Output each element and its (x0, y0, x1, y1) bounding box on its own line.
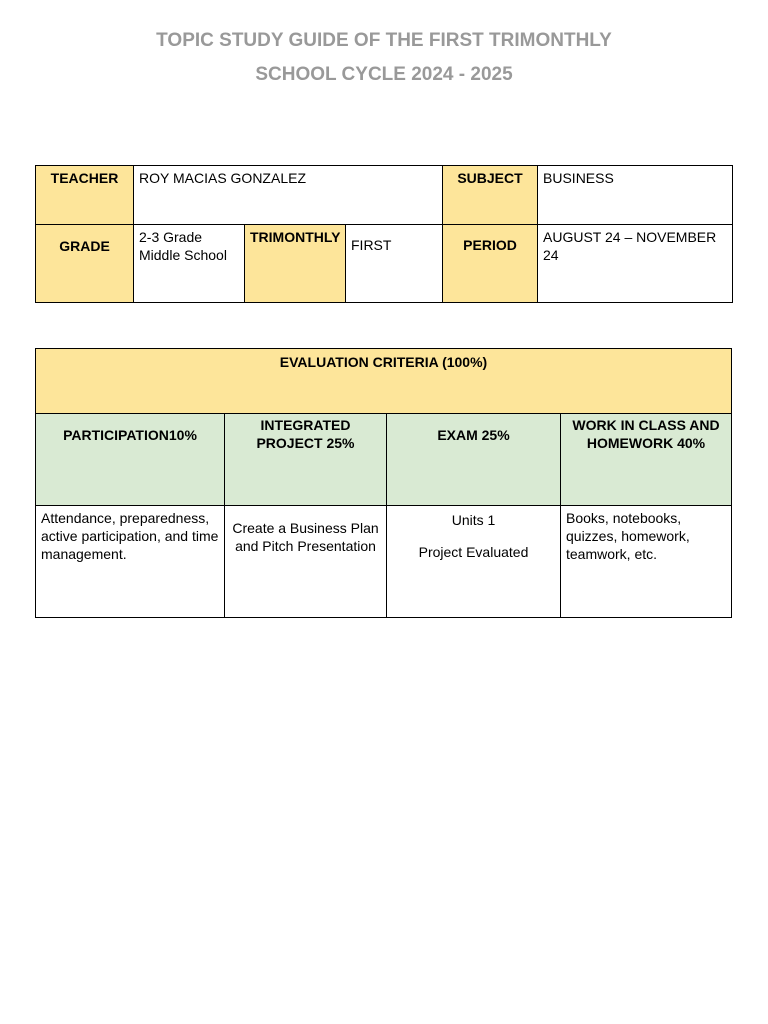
participation-header: PARTICIPATION10% (36, 414, 225, 506)
teacher-value: ROY MACIAS GONZALEZ (134, 166, 443, 225)
period-label: PERIOD (443, 225, 538, 303)
grade-value: 2-3 Grade Middle School (134, 225, 245, 303)
work-homework-content: Books, notebooks, quizzes, homework, teamwork, etc. (561, 506, 732, 618)
exam-content-line2: Project Evaluated (418, 544, 529, 560)
participation-content: Attendance, preparedness, active participation, and time management. (36, 506, 225, 618)
subject-label: SUBJECT (443, 166, 538, 225)
evaluation-title: EVALUATION CRITERIA (100%) (36, 349, 732, 414)
period-value: AUGUST 24 – NOVEMBER 24 (538, 225, 733, 303)
info-table (35, 165, 733, 303)
subject-value: BUSINESS (538, 166, 733, 225)
document-title-line2: SCHOOL CYCLE 2024 - 2025 (255, 64, 513, 85)
trimonthly-value: FIRST (346, 225, 443, 303)
teacher-label: TEACHER (36, 166, 134, 225)
exam-header: EXAM 25% (387, 414, 561, 506)
grade-label: GRADE (36, 225, 134, 303)
integrated-project-header: INTEGRATED PROJECT 25% (225, 414, 387, 506)
integrated-project-content: Create a Business Plan and Pitch Presentation (225, 506, 387, 618)
trimonthly-label: TRIMONTHLY (245, 225, 346, 303)
exam-content-line1: Units 1 (451, 512, 496, 528)
work-homework-header: WORK IN CLASS AND HOMEWORK 40% (561, 414, 732, 506)
evaluation-table (35, 348, 732, 618)
document-title-line1: TOPIC STUDY GUIDE OF THE FIRST TRIMONTHLY (156, 30, 612, 51)
exam-content (387, 506, 561, 618)
